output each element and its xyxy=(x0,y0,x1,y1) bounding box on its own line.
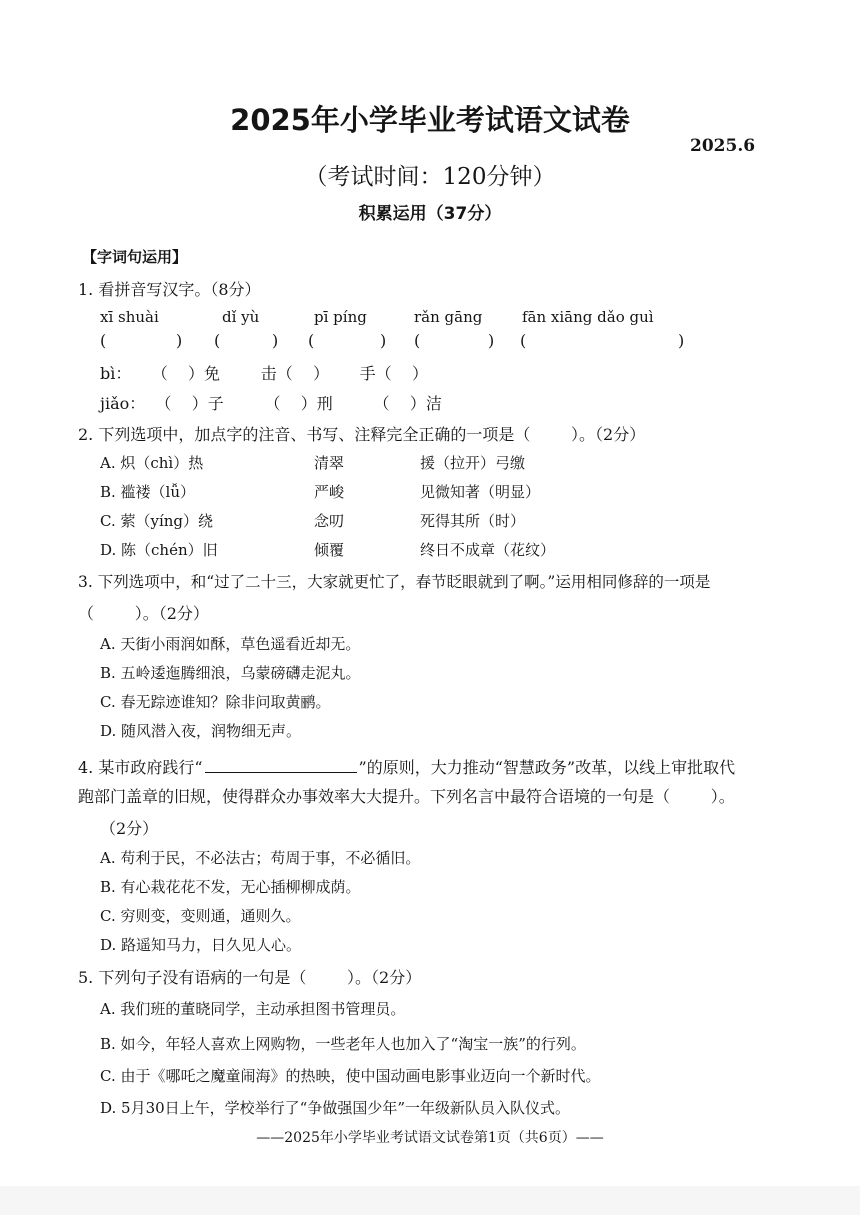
q3-option-c: C. 春无踪迹谁知？除非问取黄鹂。 xyxy=(100,693,331,711)
answer-paren-right-2: ) xyxy=(272,331,279,350)
q5-option-d: D. 5月30日上午，学校举行了“争做强国少年”一年级新队员入队仪式。 xyxy=(100,1099,570,1117)
exam-date: 2025.6 xyxy=(690,136,756,156)
q5-option-b: B. 如今，年轻人喜欢上网购物，一些老年人也加入了“淘宝一族”的行列。 xyxy=(100,1035,586,1053)
question-5-stem: 5. 下列句子没有语病的一句是（ ）。（2分） xyxy=(78,968,422,987)
section-heading: 积累运用（37分） xyxy=(358,204,502,224)
pinyin-2: dǐ yù xyxy=(222,308,260,326)
q2-option-a-col2: 清翠 xyxy=(314,454,345,472)
q2-option-a-col1: A. 炽（chì）热 xyxy=(100,454,204,472)
page-title: 2025年小学毕业考试语文试卷 xyxy=(230,103,630,137)
category-heading: 【字词句运用】 xyxy=(82,248,188,266)
question-4-stem-line2: 跑部门盖章的旧规，使得群众办事效率大大提升。下列名言中最符合语境的一句是（ ）。 xyxy=(78,787,735,806)
answer-paren-right-1: ) xyxy=(176,331,183,350)
q2-option-c-col2: 念叨 xyxy=(314,512,345,530)
q5-option-a: A. 我们班的董晓同学，主动承担图书管理员。 xyxy=(100,1000,406,1018)
q2-option-d-col1: D. 陈（chén）旧 xyxy=(100,541,218,559)
question-4-points: （2分） xyxy=(100,819,159,838)
q4-option-c: C. 穷则变，变则通，通则久。 xyxy=(100,907,301,925)
question-4-stem-part1: 4. 某市政府践行“ xyxy=(78,758,203,777)
question-3-stem-line2: （ ）。（2分） xyxy=(78,604,209,623)
pinyin-5: fān xiāng dǎo guì xyxy=(522,308,654,326)
pinyin-1: xī shuài xyxy=(100,308,159,326)
q4-option-b: B. 有心栽花花不发，无心插柳柳成荫。 xyxy=(100,878,361,896)
q3-option-d: D. 随风潜入夜，润物细无声。 xyxy=(100,722,302,740)
answer-paren-left-4: ( xyxy=(414,331,421,350)
q4-option-a: A. 苟利于民，不必法古；苟周于事，不必循旧。 xyxy=(100,849,421,867)
q2-option-b-col3: 见微知著（明显） xyxy=(420,483,541,501)
pinyin-3: pī píng xyxy=(314,308,367,326)
answer-blank-line xyxy=(205,757,357,773)
q5-option-c: C. 由于《哪吒之魔童闹海》的热映，使中国动画电影事业迈向一个新时代。 xyxy=(100,1067,601,1085)
question-1-stem: 1. 看拼音写汉字。（8分） xyxy=(78,280,261,299)
question-4-stem xyxy=(78,757,735,776)
answer-paren-left-1: ( xyxy=(100,331,107,350)
q2-option-c-col1: C. 萦（yíng）绕 xyxy=(100,512,214,530)
polyphone-row-jiao: jiǎo： （ ）子 （ ）刑 （ ）洁 xyxy=(100,394,442,413)
q2-option-b-col1: B. 褴褛（lǚ） xyxy=(100,483,196,501)
q2-option-b-col2: 严峻 xyxy=(314,483,345,501)
answer-paren-right-5: ) xyxy=(678,331,685,350)
polyphone-row-bi: bì： （ ）免 击（ ） 手（ ） xyxy=(100,364,428,383)
q2-option-d-col2: 倾覆 xyxy=(314,541,345,559)
question-3-stem: 3. 下列选项中，和“过了二十三，大家就更忙了，春节眨眼就到了啊。”运用相同修辞的一项是 xyxy=(78,573,711,591)
pinyin-4: rǎn gāng xyxy=(414,308,483,326)
answer-paren-right-4: ) xyxy=(488,331,495,350)
answer-paren-right-3: ) xyxy=(380,331,387,350)
q2-option-c-col3: 死得其所（时） xyxy=(420,512,526,530)
exam-duration: （考试时间：120分钟） xyxy=(304,164,556,190)
q3-option-b: B. 五岭逶迤腾细浪，乌蒙磅礴走泥丸。 xyxy=(100,664,361,682)
question-2-stem: 2. 下列选项中，加点字的注音、书写、注释完全正确的一项是（ ）。（2分） xyxy=(78,425,646,444)
q2-option-a-col3: 援（拉开）弓缴 xyxy=(420,454,526,472)
q3-option-a: A. 天街小雨润如酥，草色遥看近却无。 xyxy=(100,635,361,653)
page-footer: ——2025年小学毕业考试语文试卷第1页（共6页）—— xyxy=(256,1130,604,1146)
q4-option-d: D. 路遥知马力，日久见人心。 xyxy=(100,936,302,954)
answer-paren-left-2: ( xyxy=(214,331,221,350)
question-4-stem-part2: ”的原则，大力推动“智慧政务”改革，以线上审批取代 xyxy=(358,758,736,777)
q2-option-d-col3: 终日不成章（花纹） xyxy=(420,541,556,559)
answer-paren-left-3: ( xyxy=(308,331,315,350)
answer-paren-left-5: ( xyxy=(520,331,527,350)
scan-bottom-margin xyxy=(0,1186,860,1215)
